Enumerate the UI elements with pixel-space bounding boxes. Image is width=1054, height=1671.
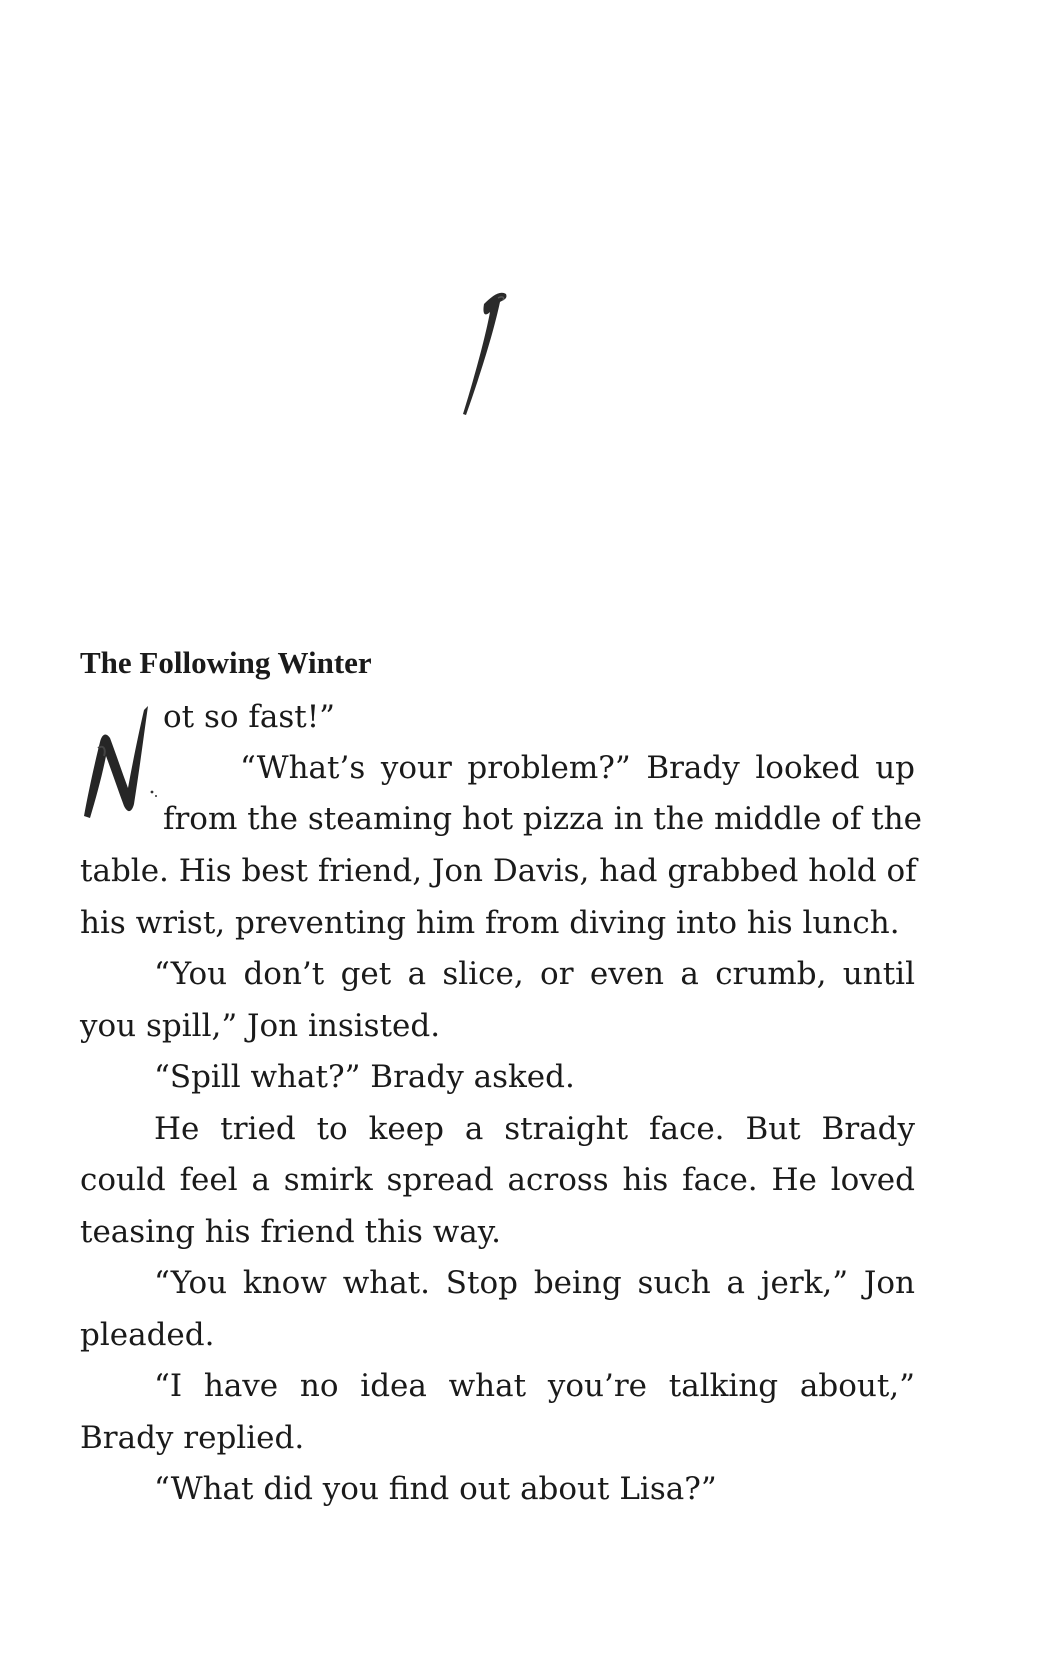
- text-line: could feel a smirk spread across his face. He loved: [80, 1162, 915, 1198]
- chapter-number-1-brush-icon: [458, 290, 528, 420]
- text-line: He tried to keep a straight face. But Brady: [154, 1111, 915, 1147]
- text-line: pleaded.: [80, 1317, 215, 1353]
- text-line: “Spill what?” Brady asked.: [154, 1059, 575, 1095]
- section-heading: The Following Winter: [80, 645, 372, 680]
- text-line: “What did you find out about Lisa?”: [154, 1471, 717, 1507]
- text-line: teasing his friend this way.: [80, 1214, 501, 1250]
- text-line: “What’s your problem?” Brady looked up: [240, 750, 915, 786]
- text-line: table. His best friend, Jon Davis, had grabbed hold of: [80, 853, 917, 889]
- dropcap-n-brush-icon: [78, 704, 160, 822]
- text-line: you spill,” Jon insisted.: [80, 1008, 441, 1044]
- text-line: ot so fast!”: [163, 699, 336, 735]
- text-line: “You know what. Stop being such a jerk,” Jon: [154, 1265, 915, 1301]
- text-line: Brady replied.: [80, 1420, 305, 1456]
- text-line: his wrist, preventing him from diving into his lunch.: [80, 905, 900, 941]
- text-line: “I have no idea what you’re talking about,”: [154, 1368, 915, 1404]
- text-line: “You don’t get a slice, or even a crumb, until: [154, 956, 915, 992]
- text-line: from the steaming hot pizza in the middle of the: [163, 801, 922, 837]
